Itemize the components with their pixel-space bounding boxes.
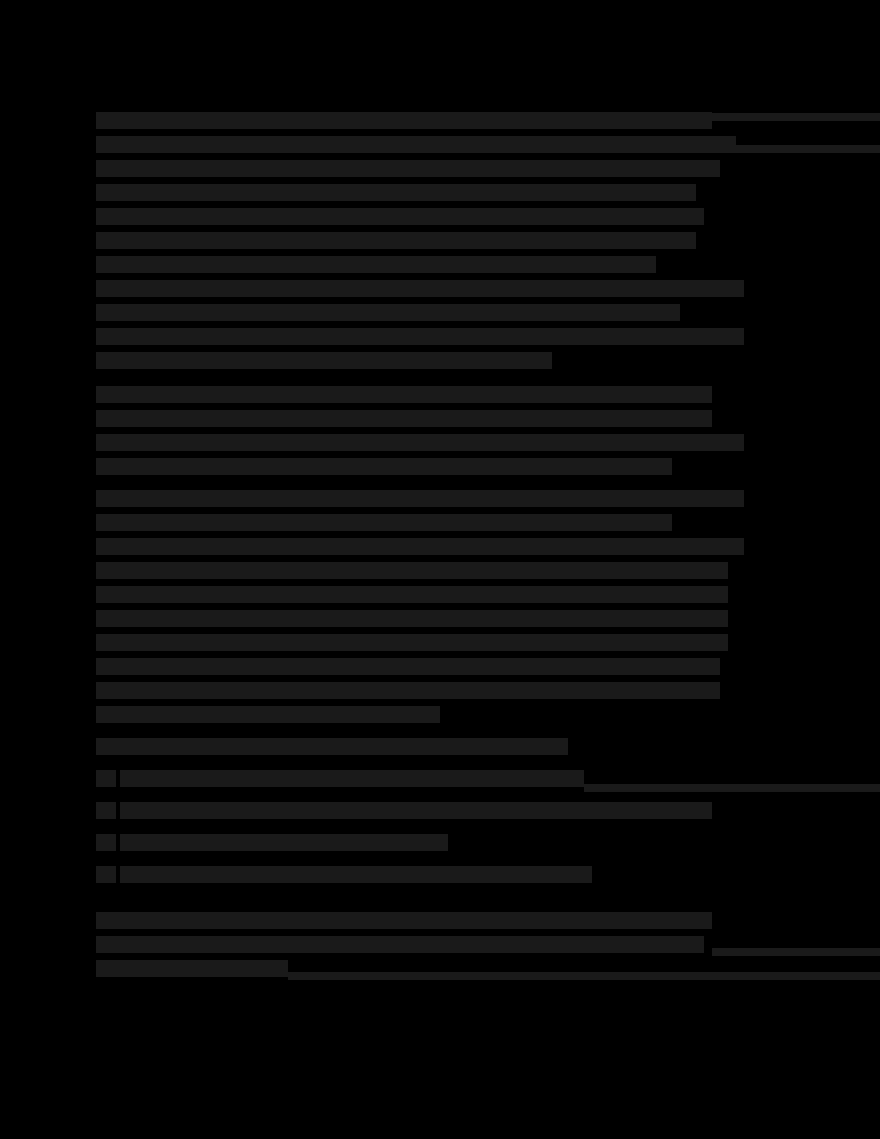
redacted-text-line xyxy=(96,208,704,225)
list-item-redacted-text xyxy=(120,802,712,819)
redacted-text-line xyxy=(96,738,568,755)
redacted-text-line xyxy=(96,410,712,427)
list-item-marker xyxy=(96,802,116,819)
redacted-text-line xyxy=(96,562,728,579)
redacted-text-line xyxy=(96,434,744,451)
redacted-text-line xyxy=(96,458,672,475)
redacted-text-line xyxy=(96,682,720,699)
redacted-text-line xyxy=(96,538,744,555)
list-item-redacted-text xyxy=(120,834,448,851)
redacted-text-line xyxy=(96,706,440,723)
redacted-text-line xyxy=(96,514,672,531)
redacted-text-line xyxy=(96,352,552,369)
horizontal-rule xyxy=(736,145,880,153)
redacted-text-line xyxy=(96,936,704,953)
redacted-text-line xyxy=(96,328,744,345)
redacted-text-line xyxy=(96,184,696,201)
redacted-text-line xyxy=(96,386,712,403)
horizontal-rule xyxy=(288,972,880,980)
list-item-marker xyxy=(96,770,116,787)
horizontal-rule xyxy=(584,784,880,792)
redacted-text-line xyxy=(96,960,288,977)
redacted-text-line xyxy=(96,304,680,321)
redacted-text-line xyxy=(96,136,736,153)
horizontal-rule xyxy=(712,113,880,121)
redacted-text-line xyxy=(96,586,728,603)
list-item-redacted-text xyxy=(120,866,592,883)
redacted-text-line xyxy=(96,232,696,249)
redacted-text-line xyxy=(96,634,728,651)
redacted-text-line xyxy=(96,658,720,675)
redacted-text-line xyxy=(96,490,744,507)
list-item-marker xyxy=(96,866,116,883)
redacted-text-line xyxy=(96,112,712,129)
redacted-text-line xyxy=(96,160,720,177)
redacted-text-line xyxy=(96,256,656,273)
list-item-redacted-text xyxy=(120,770,584,787)
list-item-marker xyxy=(96,834,116,851)
redacted-text-line xyxy=(96,280,744,297)
horizontal-rule xyxy=(712,948,880,956)
redacted-text-line xyxy=(96,912,712,929)
redacted-text-line xyxy=(96,610,728,627)
